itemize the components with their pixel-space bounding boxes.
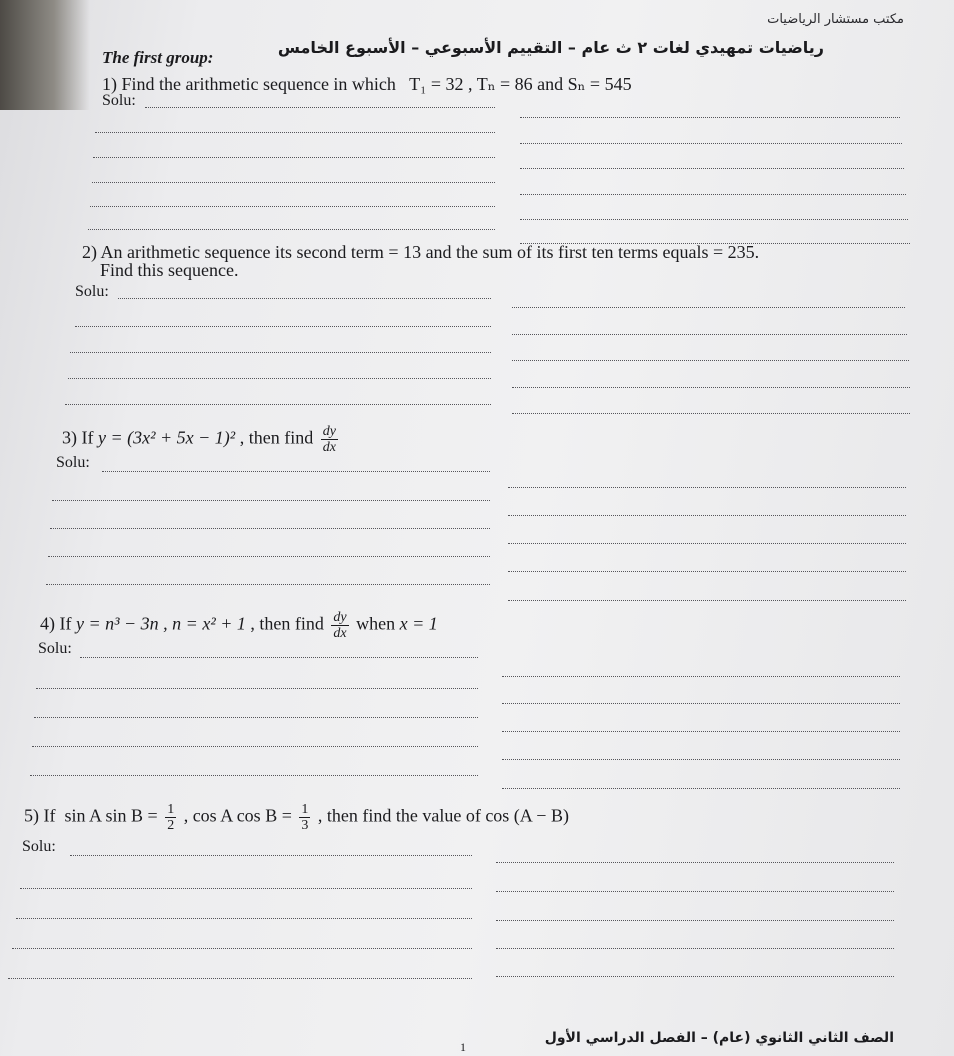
answer-line	[75, 326, 491, 327]
answer-line	[36, 688, 478, 689]
answer-line	[95, 132, 495, 133]
answer-line	[102, 471, 490, 472]
answer-line	[496, 891, 894, 892]
answer-line	[32, 746, 478, 747]
question-number: 5)	[24, 805, 39, 826]
answer-line	[92, 182, 495, 183]
fraction-denominator: 2	[167, 818, 175, 833]
answer-line	[496, 862, 894, 863]
answer-line	[80, 657, 478, 658]
answer-line	[88, 229, 495, 230]
answer-line	[512, 413, 910, 414]
fraction-one-half	[165, 802, 176, 833]
group-title: The first group:	[102, 48, 214, 67]
question-math: , cos A cos B =	[183, 805, 292, 826]
question-math: x = 1	[399, 613, 438, 634]
question-text: An arithmetic sequence its second term = 13 and the sum of its first ten terms equals = 235.	[100, 242, 760, 262]
solution-label-5: Solu:	[22, 838, 56, 855]
answer-line	[520, 143, 902, 144]
answer-line	[48, 556, 490, 557]
answer-line	[52, 500, 490, 501]
question-math: cos (A − B)	[485, 805, 569, 826]
fraction-numerator: dy	[322, 424, 336, 439]
answer-line	[502, 759, 900, 760]
question-3	[62, 424, 341, 455]
answer-line	[496, 920, 894, 921]
answer-line	[50, 528, 490, 529]
question-2-line-2: Find this sequence.	[100, 260, 239, 280]
answer-line	[46, 584, 490, 585]
question-text: If	[59, 613, 72, 634]
answer-line	[16, 918, 472, 919]
fraction-denominator: dx	[333, 626, 347, 641]
derivative-fraction	[331, 610, 348, 641]
header-top-line: مكتب مستشار الرياضيات	[767, 12, 904, 27]
fraction-numerator: 1	[167, 802, 175, 817]
question-text: If	[43, 805, 56, 826]
answer-line	[512, 360, 909, 361]
solution-label-1: Solu:	[102, 92, 136, 109]
solution-label-2: Solu:	[75, 283, 109, 300]
answer-line	[520, 168, 904, 169]
page-number: 1	[460, 1040, 466, 1054]
solution-label-4: Solu:	[38, 640, 72, 657]
answer-line	[68, 378, 491, 379]
question-1	[102, 74, 632, 95]
question-text: , then find the value of	[317, 805, 481, 826]
question-5	[24, 802, 569, 833]
answer-line	[70, 855, 472, 856]
answer-line	[508, 515, 906, 516]
fraction-denominator: dx	[322, 440, 336, 455]
question-text: Find the arithmetic sequence in which	[121, 74, 396, 94]
answer-line	[512, 334, 907, 335]
answer-line	[34, 717, 478, 718]
fraction-numerator: dy	[333, 610, 347, 625]
fraction-one-third	[299, 802, 310, 833]
question-number: 3)	[62, 427, 77, 448]
answer-line	[90, 206, 495, 207]
answer-line	[502, 731, 900, 732]
header-subtitle: رياضيات تمهيدي لغات ٢ ث عام – التقييم الأسبوعي – الأسبوع الخامس	[277, 38, 824, 57]
page-shadow	[0, 0, 90, 110]
answer-line	[65, 404, 491, 405]
answer-line	[20, 888, 472, 889]
answer-line	[520, 117, 900, 118]
fraction-numerator: 1	[301, 802, 309, 817]
answer-line	[520, 194, 906, 195]
answer-line	[508, 600, 906, 601]
answer-line	[118, 298, 491, 299]
answer-line	[508, 543, 906, 544]
derivative-fraction	[321, 424, 338, 455]
answer-line	[12, 948, 472, 949]
answer-line	[93, 157, 495, 158]
question-text: when	[356, 613, 396, 634]
question-text: , then find	[239, 427, 314, 448]
question-number: 2)	[82, 242, 97, 262]
answer-line	[8, 978, 472, 979]
question-math: y = (3x² + 5x − 1)²	[98, 427, 236, 448]
answer-line	[70, 352, 491, 353]
question-text: , then find	[250, 613, 324, 634]
answer-line	[508, 487, 906, 488]
fraction-denominator: 3	[301, 818, 309, 833]
answer-line	[496, 948, 894, 949]
answer-line	[520, 219, 908, 220]
question-math: T₁ = 32 , Tₙ = 86 and Sₙ = 545	[409, 74, 632, 94]
footer-text: الصف الثاني الثانوي (عام) – الفصل الدراسي الأول	[544, 1030, 894, 1046]
answer-line	[145, 107, 495, 108]
question-number: 4)	[40, 613, 55, 634]
answer-line	[502, 703, 900, 704]
answer-line	[508, 571, 906, 572]
answer-line	[30, 775, 478, 776]
answer-line	[502, 676, 900, 677]
answer-line	[512, 387, 910, 388]
answer-line	[512, 307, 905, 308]
answer-line	[502, 788, 900, 789]
question-math: y = n³ − 3n , n = x² + 1	[76, 613, 246, 634]
question-math: sin A sin B =	[64, 805, 158, 826]
answer-line	[496, 976, 894, 977]
question-number: 1)	[102, 74, 117, 94]
solution-label-3: Solu:	[56, 454, 90, 471]
question-text: If	[81, 427, 94, 448]
question-4	[40, 610, 438, 641]
